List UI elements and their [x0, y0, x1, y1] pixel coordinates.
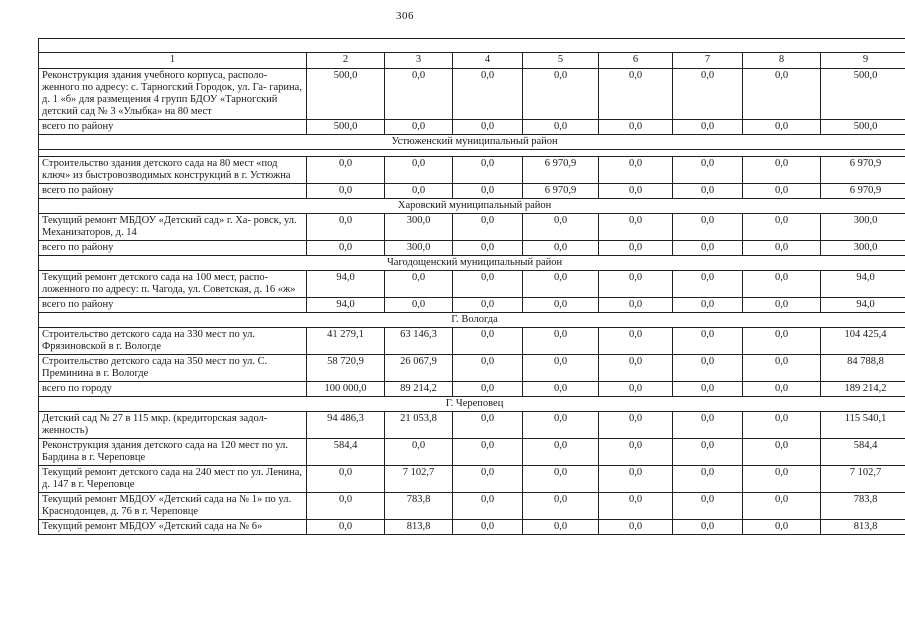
amount-cell: 0,0 [523, 355, 599, 382]
total-amount-cell: 0,0 [673, 298, 743, 313]
amount-cell: 0,0 [523, 520, 599, 535]
amount-cell: 0,0 [599, 157, 673, 184]
amount-cell: 0,0 [599, 69, 673, 120]
amount-cell: 0,0 [523, 214, 599, 241]
total-amount-cell: 300,0 [821, 241, 905, 256]
amount-cell: 0,0 [307, 214, 385, 241]
total-amount-cell: 94,0 [307, 298, 385, 313]
column-number: 7 [673, 53, 743, 69]
total-row [39, 184, 905, 199]
total-amount-cell: 89 214,2 [385, 382, 453, 397]
total-row [39, 120, 905, 135]
column-number: 9 [821, 53, 905, 69]
amount-cell: 584,4 [307, 439, 385, 466]
total-amount-cell: 6 970,9 [523, 184, 599, 199]
total-amount-cell: 0,0 [743, 382, 821, 397]
amount-cell: 0,0 [307, 466, 385, 493]
amount-cell: 0,0 [453, 520, 523, 535]
section-header-row [39, 199, 905, 214]
amount-cell: 26 067,9 [385, 355, 453, 382]
project-name: Реконструкция здания учебного корпуса, располо- женного по адресу: с. Тарногский Городок, ул. Га- гарина, д. 1 «б» для размещения 4 групп БДОУ «Тарногский детский сад № 3 «Улыбка» на 80 мест [39, 69, 307, 120]
total-label: всего по району [39, 298, 307, 313]
amount-cell: 21 053,8 [385, 412, 453, 439]
section-header-row [39, 397, 905, 412]
amount-cell: 0,0 [453, 439, 523, 466]
total-amount-cell: 94,0 [821, 298, 905, 313]
spacer-cell [39, 150, 905, 157]
project-name: Текущий ремонт МБДОУ «Детский сада на № 1» по ул. Краснодонцев, д. 76 в г. Череповце [39, 493, 307, 520]
amount-cell: 0,0 [385, 271, 453, 298]
amount-cell: 41 279,1 [307, 328, 385, 355]
amount-cell: 63 146,3 [385, 328, 453, 355]
amount-cell: 0,0 [673, 412, 743, 439]
total-amount-cell: 0,0 [599, 382, 673, 397]
amount-cell: 0,0 [453, 493, 523, 520]
table-row [39, 157, 905, 184]
amount-cell: 0,0 [307, 520, 385, 535]
amount-cell: 783,8 [385, 493, 453, 520]
amount-cell: 6 970,9 [523, 157, 599, 184]
amount-cell: 813,8 [821, 520, 905, 535]
column-number: 3 [385, 53, 453, 69]
amount-cell: 0,0 [673, 439, 743, 466]
project-name: Текущий ремонт детского сада на 100 мест, распо- ложенного по адресу: п. Чагода, ул. Советская, д. 16 «ж» [39, 271, 307, 298]
amount-cell: 0,0 [307, 157, 385, 184]
amount-cell: 94,0 [821, 271, 905, 298]
amount-cell: 0,0 [673, 355, 743, 382]
amount-cell: 94,0 [307, 271, 385, 298]
section-header-row [39, 256, 905, 271]
table-row [39, 520, 905, 535]
total-row [39, 241, 905, 256]
total-row [39, 298, 905, 313]
total-amount-cell: 0,0 [743, 184, 821, 199]
amount-cell: 0,0 [453, 328, 523, 355]
spacer-row [39, 150, 905, 157]
amount-cell: 0,0 [673, 69, 743, 120]
total-amount-cell: 0,0 [453, 241, 523, 256]
amount-cell: 0,0 [523, 271, 599, 298]
project-name: Текущий ремонт МБДОУ «Детский сад» г. Ха- ровск, ул. Механизаторов, д. 14 [39, 214, 307, 241]
total-amount-cell: 0,0 [673, 120, 743, 135]
table-row [39, 214, 905, 241]
amount-cell: 0,0 [453, 157, 523, 184]
total-amount-cell: 0,0 [599, 241, 673, 256]
total-amount-cell: 0,0 [307, 241, 385, 256]
amount-cell: 0,0 [453, 271, 523, 298]
total-amount-cell: 500,0 [821, 120, 905, 135]
amount-cell: 300,0 [385, 214, 453, 241]
amount-cell: 0,0 [453, 466, 523, 493]
column-number: 6 [599, 53, 673, 69]
amount-cell: 0,0 [523, 466, 599, 493]
amount-cell: 0,0 [743, 493, 821, 520]
table-row [39, 355, 905, 382]
amount-cell: 0,0 [599, 520, 673, 535]
amount-cell: 0,0 [673, 328, 743, 355]
amount-cell: 0,0 [599, 466, 673, 493]
amount-cell: 6 970,9 [821, 157, 905, 184]
amount-cell: 7 102,7 [385, 466, 453, 493]
amount-cell: 0,0 [599, 328, 673, 355]
table-row [39, 466, 905, 493]
amount-cell: 0,0 [743, 271, 821, 298]
table-row [39, 69, 905, 120]
amount-cell: 0,0 [307, 493, 385, 520]
amount-cell: 0,0 [599, 271, 673, 298]
amount-cell: 0,0 [673, 493, 743, 520]
total-amount-cell: 0,0 [453, 382, 523, 397]
project-name: Текущий ремонт МБДОУ «Детский сада на № 6» [39, 520, 307, 535]
section-title: Г. Череповец [39, 397, 905, 412]
amount-cell: 0,0 [599, 214, 673, 241]
amount-cell: 0,0 [523, 69, 599, 120]
project-name: Строительство детского сада на 350 мест по ул. С. Преминина в г. Вологде [39, 355, 307, 382]
amount-cell: 0,0 [743, 439, 821, 466]
table-row [39, 328, 905, 355]
amount-cell: 0,0 [523, 493, 599, 520]
column-number: 1 [39, 53, 307, 69]
header-blank-row [39, 39, 905, 53]
amount-cell: 0,0 [599, 412, 673, 439]
amount-cell: 0,0 [673, 271, 743, 298]
total-amount-cell: 0,0 [523, 241, 599, 256]
amount-cell: 0,0 [599, 355, 673, 382]
amount-cell: 0,0 [599, 439, 673, 466]
total-amount-cell: 0,0 [523, 120, 599, 135]
column-number: 2 [307, 53, 385, 69]
total-amount-cell: 0,0 [385, 184, 453, 199]
total-label: всего по району [39, 241, 307, 256]
section-header-row [39, 313, 905, 328]
amount-cell: 0,0 [673, 214, 743, 241]
amount-cell: 0,0 [453, 412, 523, 439]
amount-cell: 94 486,3 [307, 412, 385, 439]
amount-cell: 0,0 [385, 157, 453, 184]
total-amount-cell: 0,0 [385, 298, 453, 313]
project-name: Строительство здания детского сада на 80 мест «под ключ» из быстровозводимых конструкций в г. Устюжна [39, 157, 307, 184]
total-label: всего по району [39, 184, 307, 199]
total-amount-cell: 300,0 [385, 241, 453, 256]
total-amount-cell: 0,0 [453, 184, 523, 199]
total-amount-cell: 0,0 [673, 382, 743, 397]
amount-cell: 300,0 [821, 214, 905, 241]
amount-cell: 0,0 [743, 412, 821, 439]
section-title: Устюженский муниципальный район [39, 135, 905, 150]
total-amount-cell: 0,0 [673, 184, 743, 199]
total-label: всего по району [39, 120, 307, 135]
section-title: Г. Вологда [39, 313, 905, 328]
amount-cell: 0,0 [743, 157, 821, 184]
amount-cell: 584,4 [821, 439, 905, 466]
amount-cell: 0,0 [599, 493, 673, 520]
amount-cell: 500,0 [307, 69, 385, 120]
total-amount-cell: 0,0 [523, 382, 599, 397]
section-header-row [39, 135, 905, 150]
amount-cell: 500,0 [821, 69, 905, 120]
total-amount-cell: 500,0 [307, 120, 385, 135]
page-number: 306 [396, 10, 414, 22]
total-amount-cell: 0,0 [599, 184, 673, 199]
total-row [39, 382, 905, 397]
column-number-row [39, 53, 905, 69]
total-amount-cell: 6 970,9 [821, 184, 905, 199]
amount-cell: 58 720,9 [307, 355, 385, 382]
amount-cell: 0,0 [523, 412, 599, 439]
total-amount-cell: 0,0 [453, 120, 523, 135]
column-number: 5 [523, 53, 599, 69]
column-number: 8 [743, 53, 821, 69]
amount-cell: 0,0 [453, 214, 523, 241]
total-amount-cell: 0,0 [453, 298, 523, 313]
total-amount-cell: 0,0 [523, 298, 599, 313]
amount-cell: 0,0 [453, 69, 523, 120]
budget-table [38, 38, 905, 535]
amount-cell: 0,0 [673, 466, 743, 493]
total-amount-cell: 0,0 [743, 120, 821, 135]
amount-cell: 0,0 [523, 328, 599, 355]
amount-cell: 0,0 [743, 214, 821, 241]
amount-cell: 0,0 [743, 69, 821, 120]
amount-cell: 7 102,7 [821, 466, 905, 493]
amount-cell: 0,0 [743, 520, 821, 535]
amount-cell: 115 540,1 [821, 412, 905, 439]
amount-cell: 0,0 [523, 439, 599, 466]
project-name: Текущий ремонт детского сада на 240 мест по ул. Ленина, д. 147 в г. Череповце [39, 466, 307, 493]
table-row [39, 439, 905, 466]
total-amount-cell: 189 214,2 [821, 382, 905, 397]
total-amount-cell: 0,0 [599, 120, 673, 135]
section-title: Харовский муниципальный район [39, 199, 905, 214]
amount-cell: 813,8 [385, 520, 453, 535]
total-amount-cell: 100 000,0 [307, 382, 385, 397]
project-name: Строительство детского сада на 330 мест по ул. Фрязиновской в г. Вологде [39, 328, 307, 355]
amount-cell: 0,0 [673, 520, 743, 535]
amount-cell: 0,0 [743, 355, 821, 382]
total-amount-cell: 0,0 [673, 241, 743, 256]
amount-cell: 0,0 [453, 355, 523, 382]
total-amount-cell: 0,0 [385, 120, 453, 135]
amount-cell: 84 788,8 [821, 355, 905, 382]
amount-cell: 783,8 [821, 493, 905, 520]
section-title: Чагодощенский муниципальный район [39, 256, 905, 271]
amount-cell: 0,0 [743, 328, 821, 355]
total-amount-cell: 0,0 [743, 241, 821, 256]
column-number: 4 [453, 53, 523, 69]
total-label: всего по городу [39, 382, 307, 397]
amount-cell: 0,0 [743, 466, 821, 493]
project-name: Детский сад № 27 в 115 мкр. (кредиторская задол- женность) [39, 412, 307, 439]
project-name: Реконструкция здания детского сада на 120 мест по ул. Бардина в г. Череповце [39, 439, 307, 466]
amount-cell: 0,0 [385, 439, 453, 466]
table-row [39, 493, 905, 520]
amount-cell: 0,0 [385, 69, 453, 120]
amount-cell: 0,0 [673, 157, 743, 184]
total-amount-cell: 0,0 [599, 298, 673, 313]
amount-cell: 104 425,4 [821, 328, 905, 355]
table-row [39, 271, 905, 298]
total-amount-cell: 0,0 [743, 298, 821, 313]
table-row [39, 412, 905, 439]
total-amount-cell: 0,0 [307, 184, 385, 199]
